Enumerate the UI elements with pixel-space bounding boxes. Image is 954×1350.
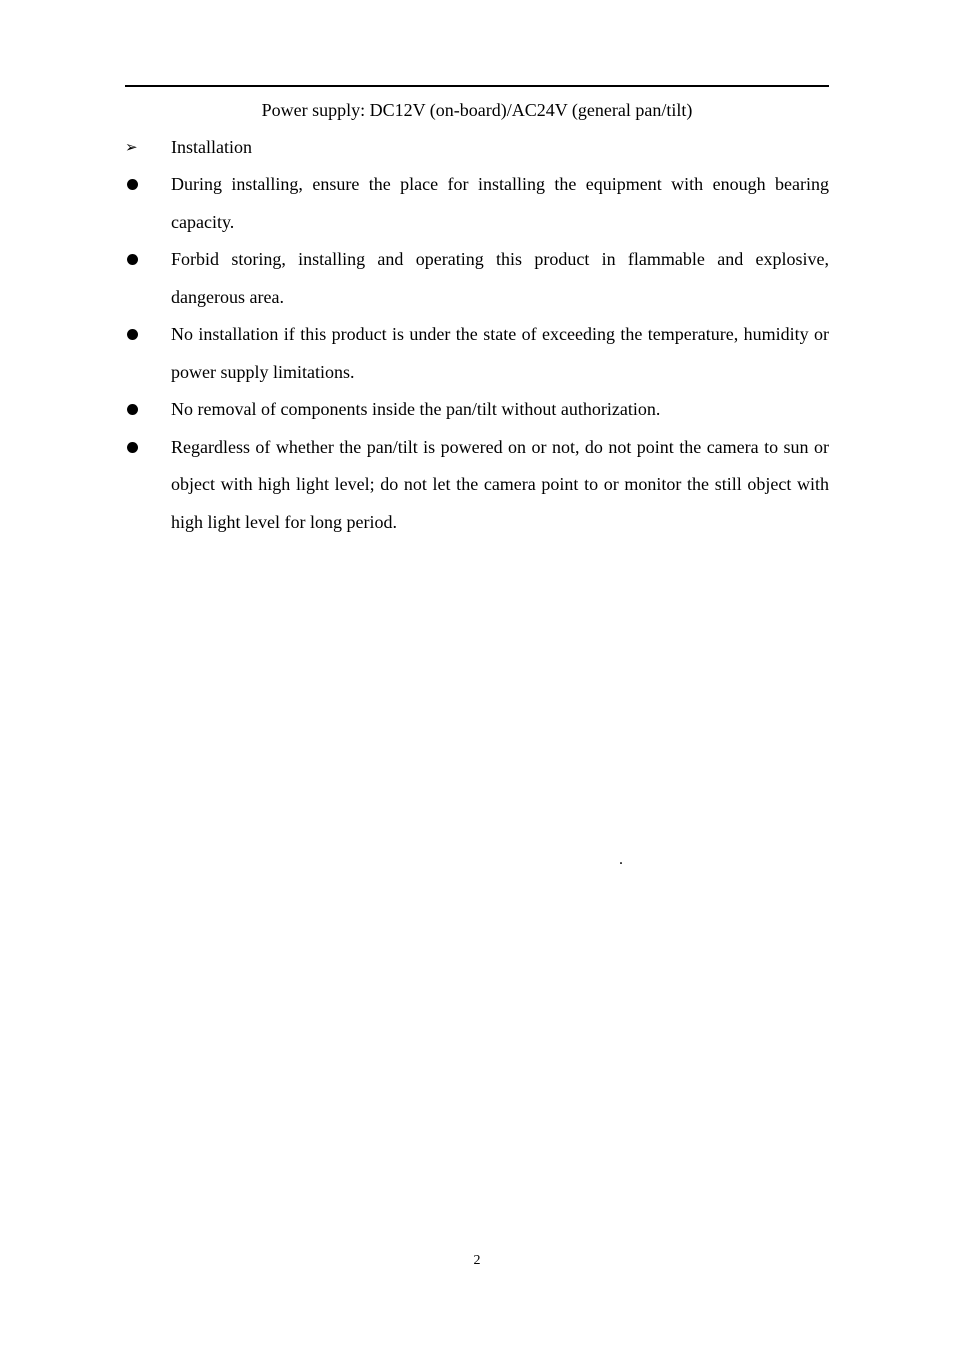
list-item: [125, 391, 829, 429]
header-rule: [125, 85, 829, 87]
stray-period-mark: .: [619, 851, 623, 868]
list-item: [125, 166, 829, 241]
list-item-text: No removal of components inside the pan/tilt without authorization.: [171, 399, 661, 419]
list-item-text: Forbid storing, installing and operating this product in flammable and explosive, dangerous area.: [171, 249, 829, 307]
page-number: 2: [473, 1253, 481, 1268]
bullet-dot-icon: [127, 442, 138, 453]
arrow-bullet-icon: ➢: [125, 138, 138, 156]
bullet-dot-icon: [127, 404, 138, 415]
list-item-text: No installation if this product is under the state of exceeding the temperature, humidity or power supply limitations.: [171, 324, 829, 382]
list-item-text: Regardless of whether the pan/tilt is powered on or not, do not point the camera to sun or object with high light level; do not let the camera point to or monitor the still object with high light level for long period.: [171, 436, 829, 532]
list-item: [125, 429, 829, 542]
section-heading-label: Installation: [171, 137, 252, 157]
list-item: [125, 316, 829, 391]
list-item: [125, 241, 829, 316]
list-item-text: During installing, ensure the place for installing the equipment with enough bearing capacity.: [171, 174, 829, 232]
installation-bullet-list: [125, 166, 829, 541]
bullet-dot-icon: [127, 254, 138, 265]
bullet-dot-icon: [127, 179, 138, 190]
power-supply-line: Power supply: DC12V (on-board)/AC24V (general pan/tilt): [261, 100, 693, 120]
bullet-dot-icon: [127, 329, 138, 340]
